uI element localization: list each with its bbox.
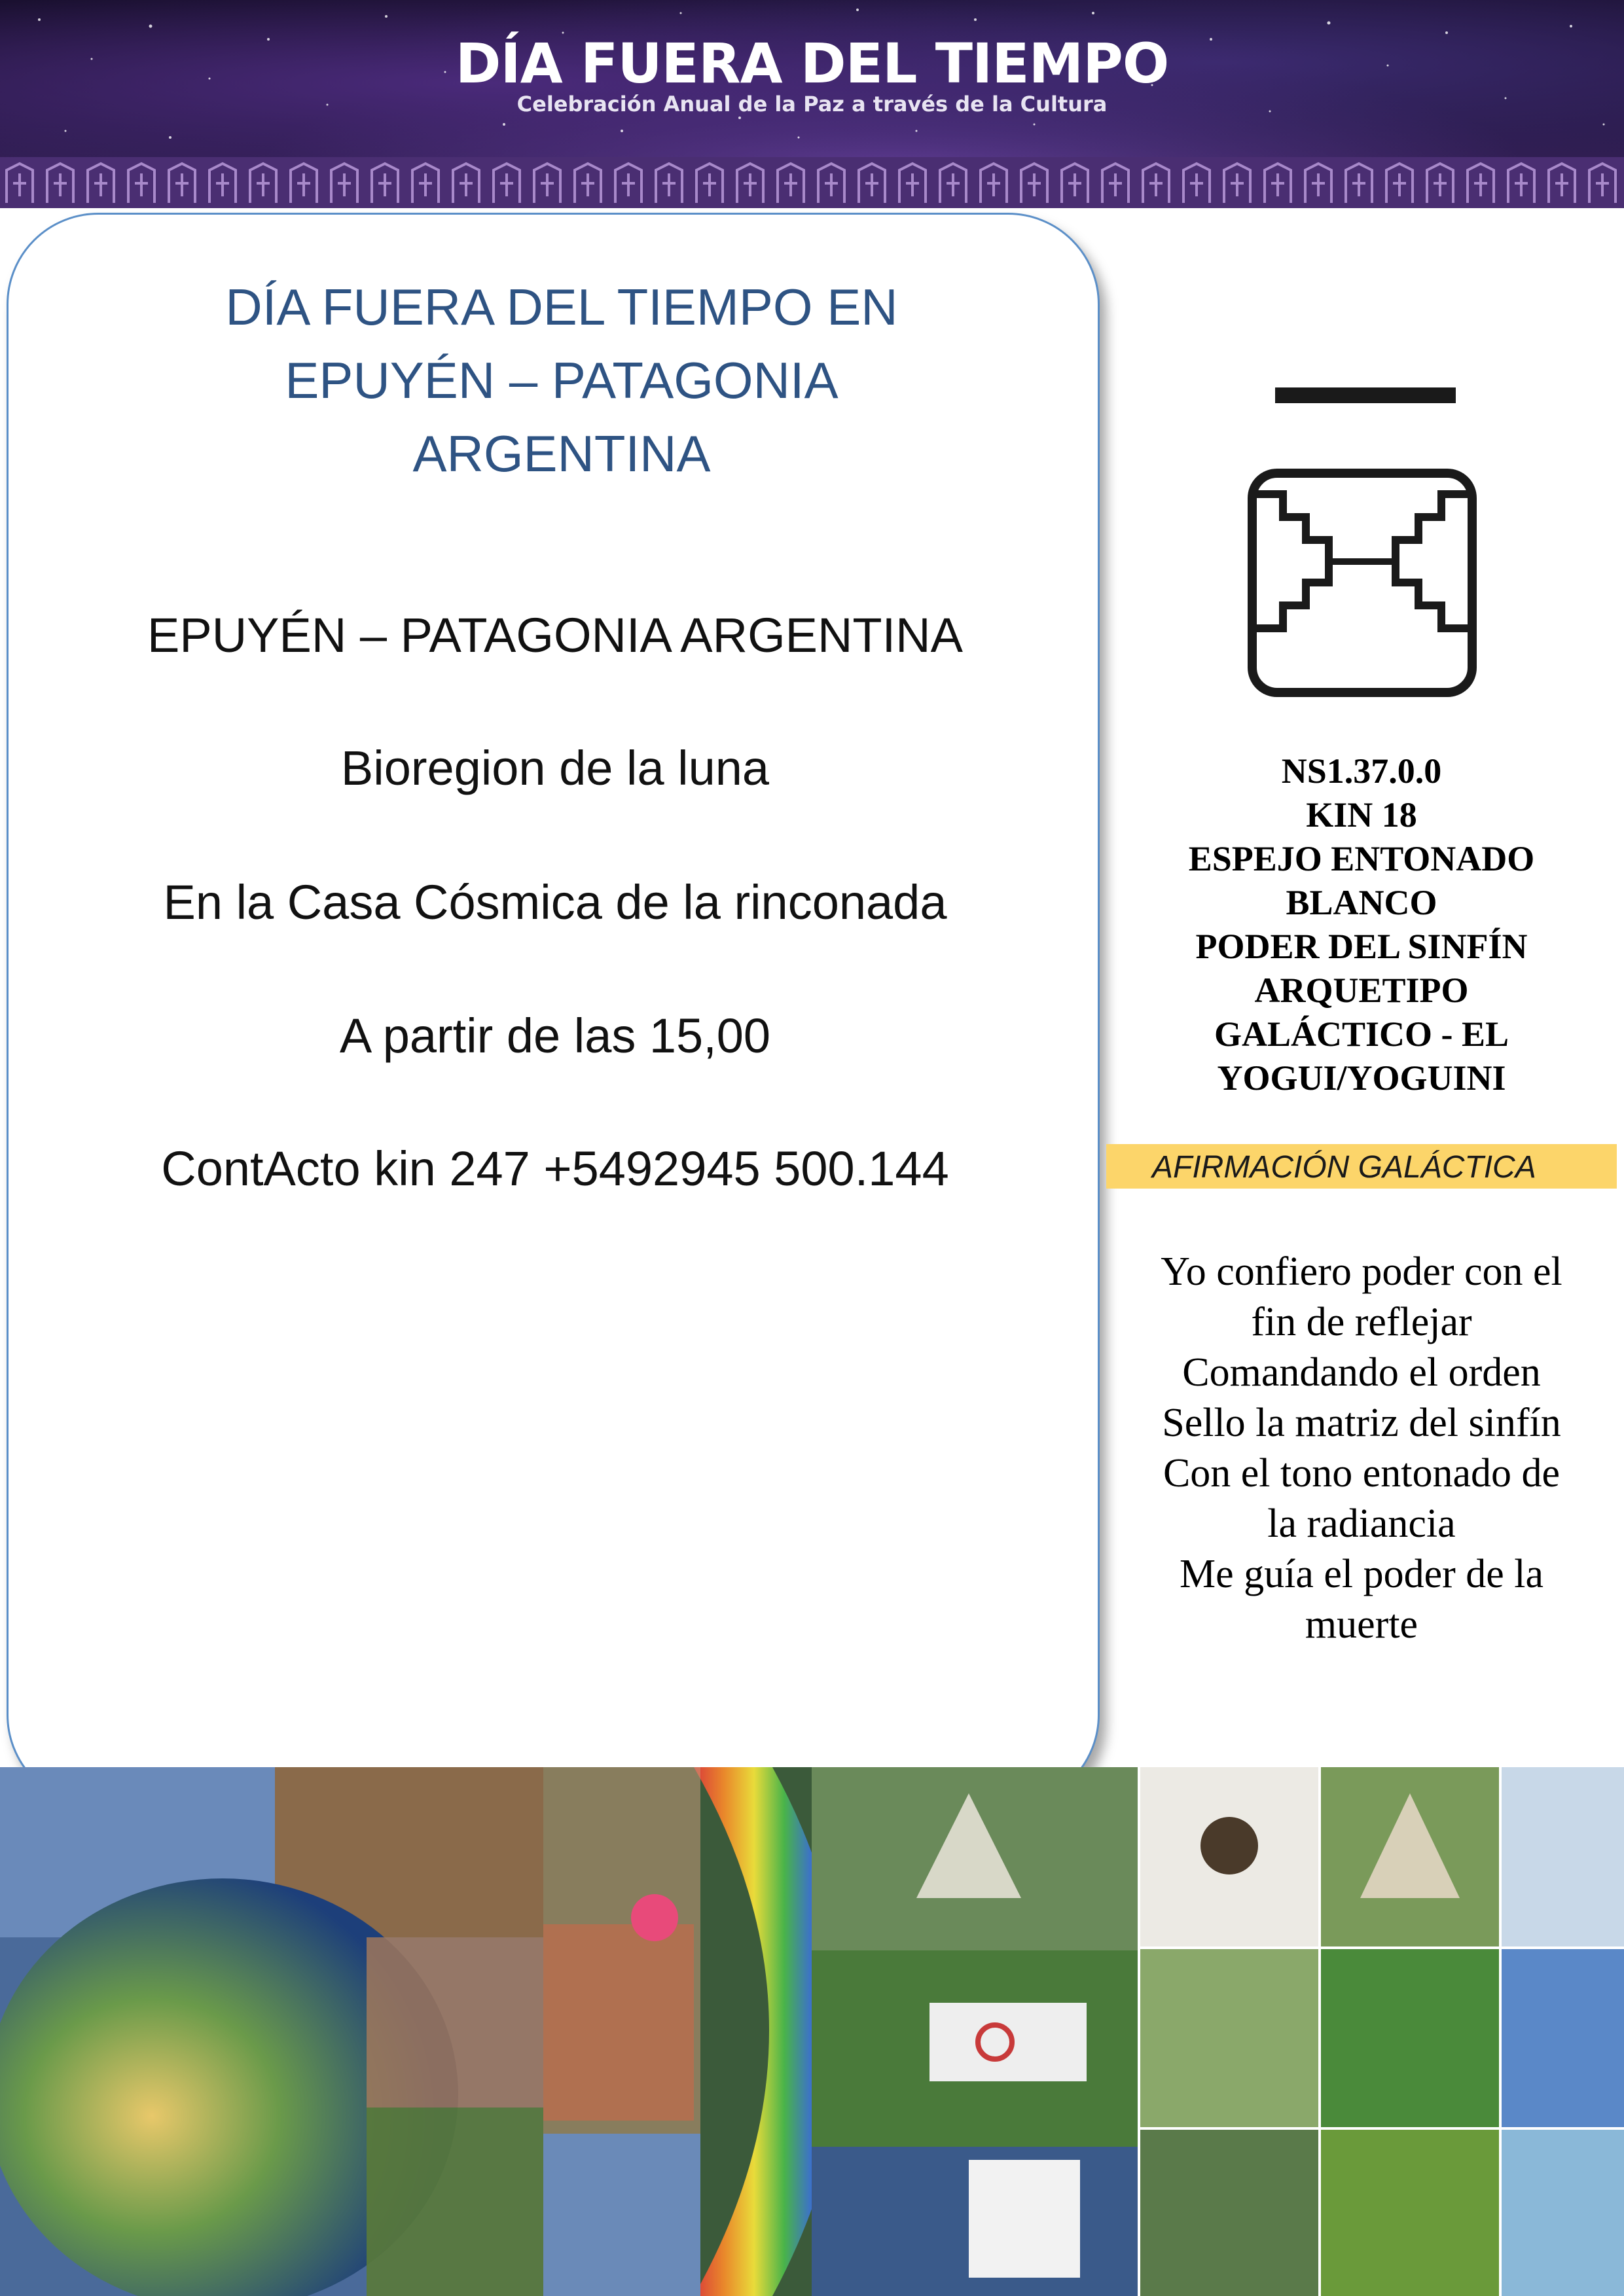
banner-title: DÍA FUERA DEL TIEMPO (455, 31, 1169, 96)
decorative-pattern-strip (0, 157, 1624, 208)
event-title-line: DÍA FUERA DEL TIEMPO EN (225, 278, 898, 336)
kin-info-line: GALÁCTICO - EL (1214, 1014, 1509, 1054)
tone-bar-icon (1275, 387, 1456, 403)
kin-info (1113, 749, 1610, 1100)
event-contact: ContActo kin 247 +5492945 500.144 (161, 1141, 949, 1196)
photo-collage-image (0, 1767, 1624, 2296)
affirmation-line: muerte (1305, 1602, 1418, 1647)
event-venue: En la Casa Cósmica de la rinconada (163, 875, 947, 929)
galactic-affirmation (1113, 1247, 1610, 1650)
photo-collage (0, 1767, 1624, 2296)
event-bioregion: Bioregion de la luna (340, 741, 770, 795)
kin-info-line: BLANCO (1286, 883, 1437, 922)
affirmation-line: la radiancia (1267, 1501, 1456, 1546)
kin-info-line: YOGUI/YOGUINI (1217, 1058, 1506, 1098)
affirmation-line: fin de reflejar (1251, 1300, 1472, 1344)
kin-info-line: ESPEJO ENTONADO (1188, 839, 1535, 878)
event-title-line: ARGENTINA (412, 425, 711, 482)
event-location: EPUYÉN – PATAGONIA ARGENTINA (147, 608, 963, 662)
kin-info-line: KIN 18 (1306, 795, 1417, 834)
white-mirror-seal-icon (1231, 380, 1492, 720)
banner-subtitle: Celebración Anual de la Paz a través de la Cultura (516, 92, 1108, 117)
affirmation-label: AFIRMACIÓN GALÁCTICA (1152, 1150, 1536, 1185)
kin-info-line: PODER DEL SINFÍN (1195, 927, 1528, 966)
event-time: A partir de las 15,00 (339, 1009, 771, 1063)
affirmation-line: Yo confiero poder con el (1161, 1249, 1562, 1294)
event-info-card (7, 213, 1100, 1806)
affirmation-line: Sello la matriz del sinfín (1162, 1401, 1561, 1445)
header-banner (0, 0, 1624, 208)
affirmation-line: Me guía el poder de la (1179, 1552, 1544, 1596)
kin-info-line: ARQUETIPO (1254, 971, 1469, 1010)
kin-info-line: NS1.37.0.0 (1281, 751, 1442, 791)
affirmation-line: Con el tono entonado de (1163, 1451, 1561, 1496)
event-title (48, 270, 1075, 490)
affirmation-line: Comandando el orden (1182, 1350, 1541, 1395)
event-title-line: EPUYÉN – PATAGONIA (285, 351, 839, 409)
affirmation-label-bar (1106, 1144, 1617, 1189)
